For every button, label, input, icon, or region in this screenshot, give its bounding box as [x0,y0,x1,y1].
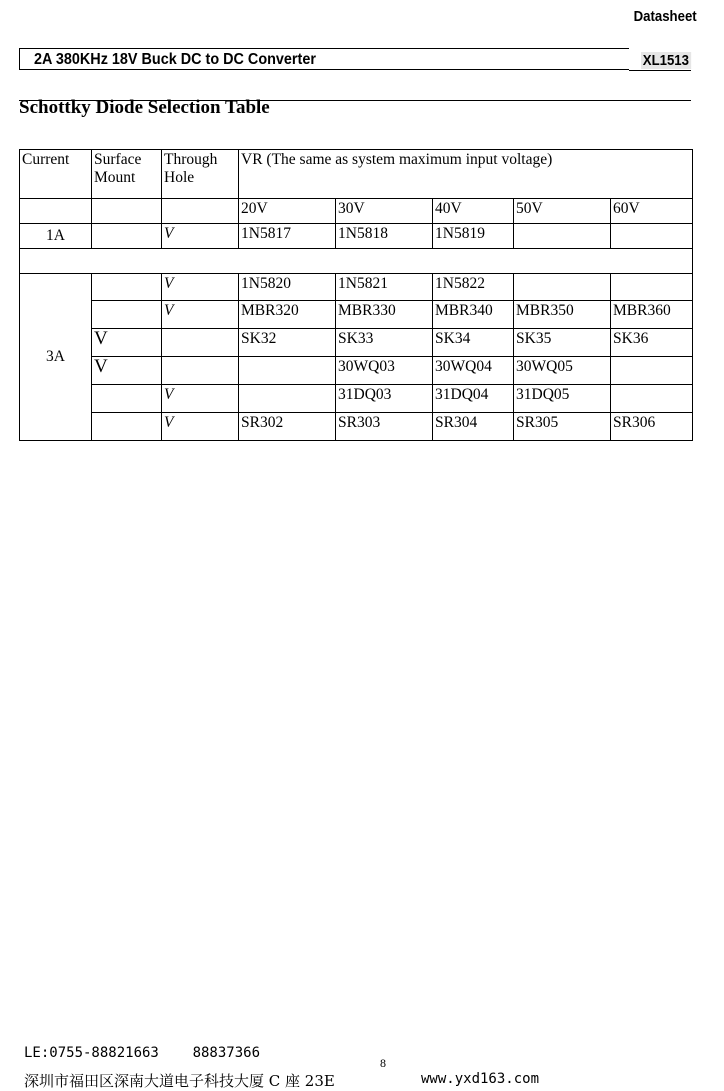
part-cell: 31DQ04 [433,385,514,413]
diode-selection-table [19,149,693,441]
section-title: Schottky Diode Selection Table [19,97,270,118]
part-cell [239,385,336,413]
through-hole-cell [162,357,239,385]
part-cell [514,274,611,301]
part-cell: MBR360 [611,301,693,329]
part-cell: SR306 [611,413,693,441]
part-cell: 31DQ05 [514,385,611,413]
part-cell [611,274,693,301]
page-number: 8 [380,1056,386,1070]
header-vr: VR (The same as system maximum input voltage) [239,150,693,199]
surface-mount-cell [92,301,162,329]
part-cell: 31DQ03 [336,385,433,413]
voltage-row [20,199,693,224]
through-hole-cell: V [162,274,239,301]
footer-address: 深圳市福田区深南大道电子科技大厦 C 座 23E [24,1072,335,1090]
header-current: Current [20,150,92,199]
footer-phone: LE:0755-88821663 88837366 [24,1045,261,1061]
part-cell [239,357,336,385]
datasheet-label: Datasheet [633,8,697,25]
voltage-cell: 30V [336,199,433,224]
header-through-hole: Through Hole [162,150,239,199]
part-cell: 1N5819 [433,224,514,249]
voltage-cell: 60V [611,199,693,224]
part-cell: SK36 [611,329,693,357]
part-cell: MBR350 [514,301,611,329]
table-row [20,329,693,357]
current-cell: 1A [20,224,92,249]
through-hole-cell: V [162,224,239,249]
table-header-row [20,150,693,199]
part-cell [611,357,693,385]
part-cell: MBR330 [336,301,433,329]
part-cell: SR304 [433,413,514,441]
through-hole-cell: V [162,413,239,441]
header-surface-mount: Surface Mount [92,150,162,199]
part-cell [611,224,693,249]
part-cell: 30WQ03 [336,357,433,385]
part-cell: MBR340 [433,301,514,329]
part-cell: SK34 [433,329,514,357]
part-cell: SR305 [514,413,611,441]
part-cell: SK32 [239,329,336,357]
table-row [20,274,693,301]
through-hole-cell: V [162,385,239,413]
part-cell: SR302 [239,413,336,441]
surface-mount-cell [92,274,162,301]
footer-website: www.yxd163.com [421,1071,540,1087]
part-cell: SR303 [336,413,433,441]
through-hole-cell [162,329,239,357]
through-hole-cell: V [162,301,239,329]
table-row [20,224,693,249]
current-cell: 3A [20,274,92,441]
part-cell: SK33 [336,329,433,357]
spacer-row [20,249,693,274]
document-title: 2A 380KHz 18V Buck DC to DC Converter [34,51,316,68]
part-cell: 1N5820 [239,274,336,301]
table-row [20,301,693,329]
surface-mount-cell [92,385,162,413]
surface-mount-cell [92,413,162,441]
table-row [20,413,693,441]
voltage-cell: 20V [239,199,336,224]
table-row [20,385,693,413]
surface-mount-cell [92,224,162,249]
title-divider [629,70,691,71]
surface-mount-cell: V [92,329,162,357]
part-cell [514,224,611,249]
part-cell: MBR320 [239,301,336,329]
part-cell: 1N5822 [433,274,514,301]
voltage-cell: 40V [433,199,514,224]
part-cell: 1N5818 [336,224,433,249]
part-cell: 30WQ04 [433,357,514,385]
table-row [20,357,693,385]
part-cell: 1N5817 [239,224,336,249]
part-cell: SK35 [514,329,611,357]
part-cell [611,385,693,413]
surface-mount-cell: V [92,357,162,385]
part-cell: 30WQ05 [514,357,611,385]
part-cell: 1N5821 [336,274,433,301]
part-number: XL1513 [642,52,690,69]
voltage-cell: 50V [514,199,611,224]
